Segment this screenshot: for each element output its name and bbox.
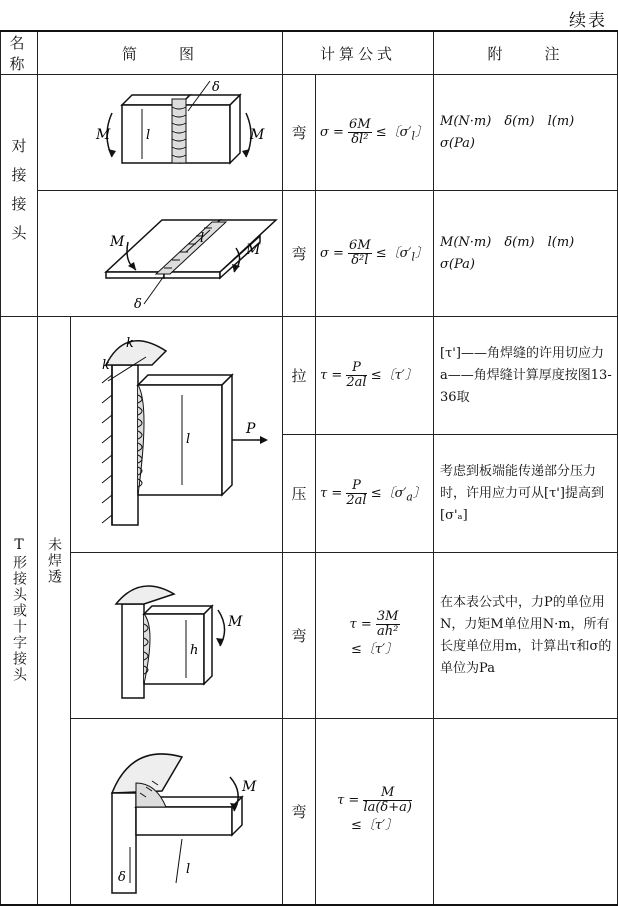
section-butt-joint — [1, 75, 38, 317]
load-kind: 弯 — [283, 719, 316, 905]
butt-joint-bending-figure — [60, 79, 265, 187]
header-name: 名称 — [1, 31, 38, 75]
thickness-label: δ — [212, 79, 220, 95]
moment-label: M — [96, 126, 111, 143]
sketch-cell — [71, 553, 283, 719]
section-tee-joint — [1, 317, 38, 905]
sketch-cell — [71, 719, 283, 905]
load-kind: 压 — [283, 435, 316, 553]
height-label: h — [189, 642, 198, 658]
table-row — [1, 191, 618, 317]
note: M(N·m) δ(m) l(m) σ(Pa) — [434, 191, 618, 317]
thickness-label: δ — [117, 870, 126, 886]
table-row — [1, 719, 618, 905]
section-sublabel: 未焊透 — [46, 537, 62, 585]
load-kind: 弯 — [283, 553, 316, 719]
continued-table-label: 续表 — [569, 11, 607, 31]
force-label: P — [245, 420, 255, 437]
note: [τ']——角焊缝的许用切应力 a——角焊缝计算厚度按图13-36取 — [434, 317, 618, 435]
note: 考虑到板端能传递部分压力时，许用应力可从[τ']提高到[σ'ₐ] — [434, 435, 618, 553]
length-label: l — [200, 230, 205, 246]
moment-label: M — [241, 779, 256, 796]
table-row — [1, 317, 618, 435]
length-label: l — [146, 127, 151, 143]
formula: τ = $\frac{P}{2al}$ ≤〔$\sigma'_a$〕 — [316, 435, 434, 553]
table-row — [1, 553, 618, 719]
header-row — [1, 31, 618, 75]
section-label: T形接头或十字接头 — [11, 537, 27, 684]
tee-joint-tension-figure — [82, 325, 272, 545]
formula: σ = $\frac{6M}{\text{δ²l}}$ ≤〔$\sigma'_l$〕 — [316, 191, 434, 317]
section-sublabel-cell — [38, 317, 71, 905]
tee-joint-bending-figure — [82, 558, 272, 714]
sketch-cell — [38, 75, 283, 191]
table-row — [1, 75, 618, 191]
header-note: 附 注 — [434, 31, 618, 75]
leg-label: k — [125, 335, 134, 351]
thickness-label: δ — [134, 296, 142, 312]
header-formula: 计算公式 — [283, 31, 434, 75]
formula: σ = $\frac{6M}{\text{δl²}}$ ≤〔$\sigma'_l$〕 — [316, 75, 434, 191]
moment-label: M — [246, 241, 261, 258]
moment-label: M — [110, 233, 125, 250]
butt-joint-plate-bending-figure — [60, 196, 260, 312]
sketch-cell — [38, 191, 283, 317]
sketch-cell — [71, 317, 283, 553]
section-label: 对接接头 — [9, 137, 28, 254]
leg-label: k — [101, 357, 110, 373]
formula: τ = $\frac{M}{la(\delta+a)}$ ≤〔τ′〕 — [316, 719, 434, 905]
load-kind: 弯 — [283, 75, 316, 191]
note: 在本表公式中，力P的单位用N，力矩M单位用N·m，所有长度单位用m，计算出τ和σ的单位为Pa — [434, 553, 618, 719]
load-kind: 弯 — [283, 191, 316, 317]
load-kind: 拉 — [283, 317, 316, 435]
header-sketch: 简 图 — [38, 31, 283, 75]
moment-label: M — [250, 126, 265, 143]
moment-label: M — [227, 613, 242, 630]
note — [434, 719, 618, 905]
formula: τ = $\frac{3M}{\text{ah²}}$ ≤〔τ′〕 — [316, 553, 434, 719]
length-label: l — [185, 862, 190, 878]
length-label: l — [185, 431, 190, 447]
formula: τ = $\frac{P}{2al}$ ≤〔τ′〕 — [316, 317, 434, 435]
cruciform-joint-bending-figure — [82, 723, 272, 899]
weld-formula-table — [0, 30, 618, 906]
note: M(N·m) δ(m) l(m) σ(Pa) — [434, 75, 618, 191]
